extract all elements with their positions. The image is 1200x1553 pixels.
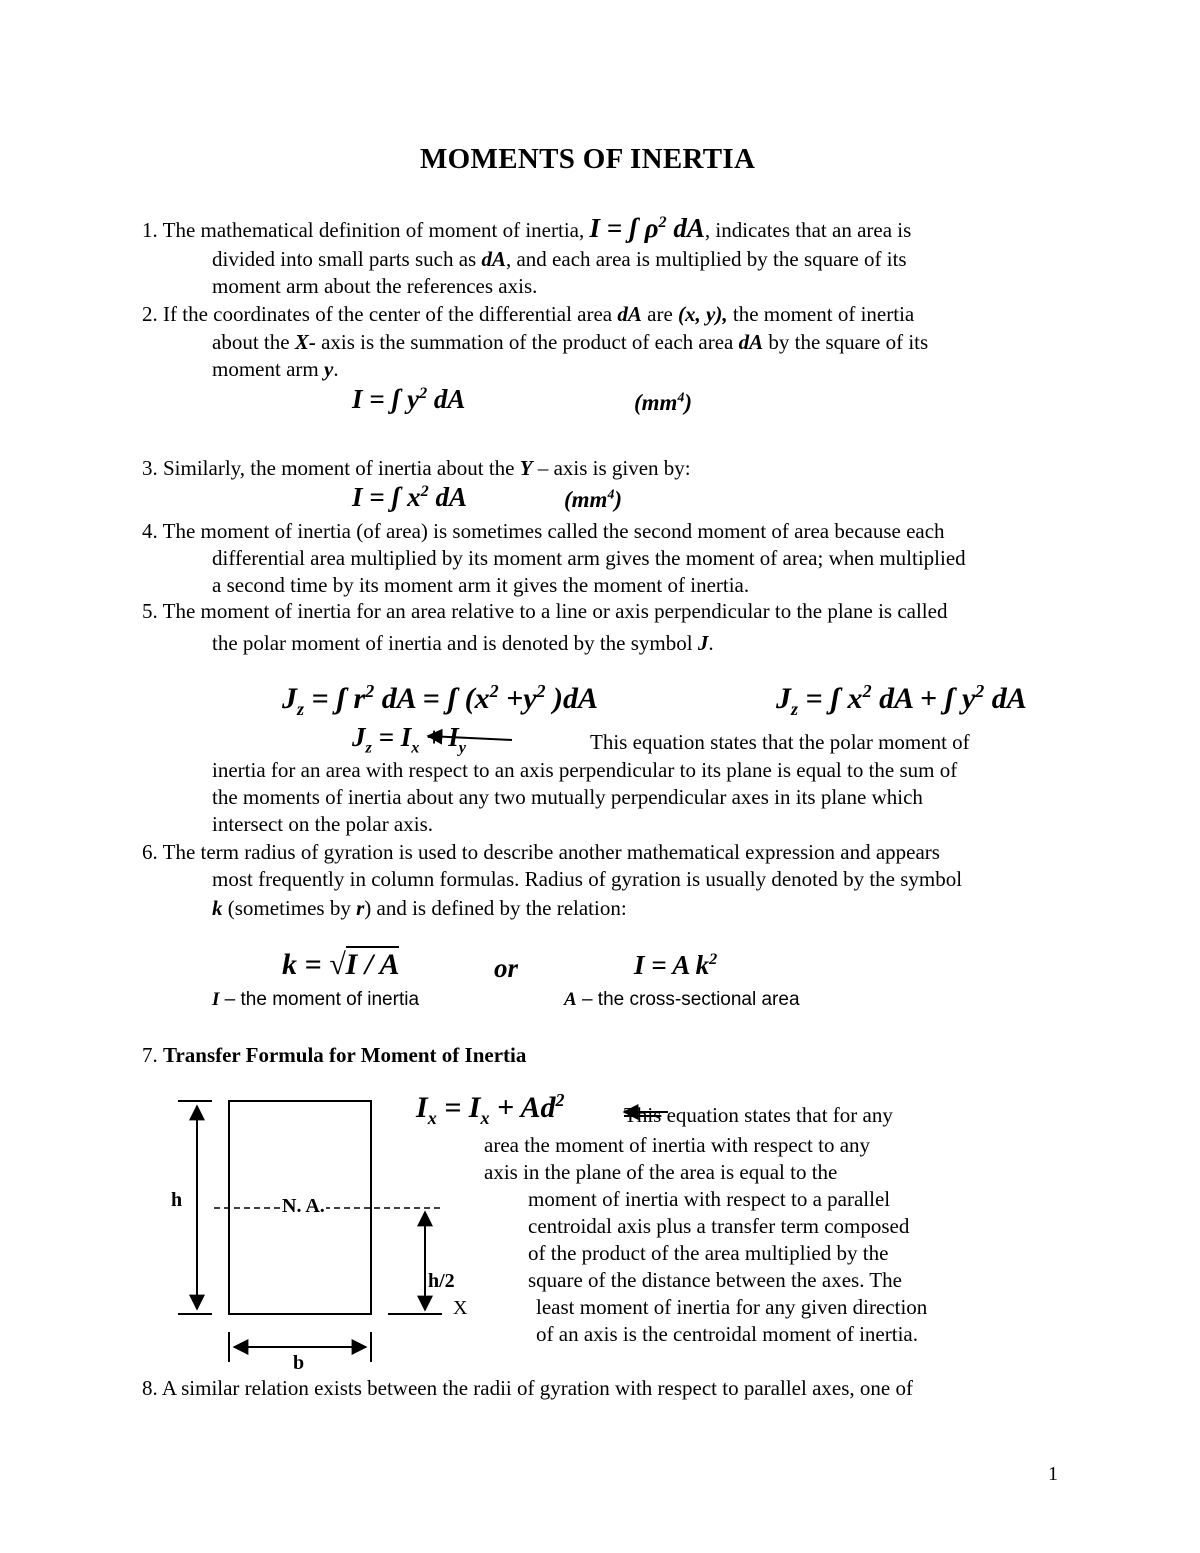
item-4-line-3: a second time by its moment arm it gives the moment of inertia. xyxy=(212,573,750,597)
item-5-desc-3: the moments of inertia about any two mutually perpendicular axes in its plane which xyxy=(212,785,923,809)
jz-strike-arrow xyxy=(428,736,512,740)
polar-equation-3: $J_z = I_x + I_y$ xyxy=(352,722,466,757)
item-3-line-1: 3. Similarly, the moment of inertia about the Y – axis is given by: xyxy=(142,456,691,480)
item-2-unit: $(mm^4)$ xyxy=(634,389,693,415)
transfer-text-6: of the product of the area multiplied by the xyxy=(528,1241,889,1265)
figure-x-label: X xyxy=(453,1297,468,1319)
transfer-text-4: moment of inertia with respect to a parallel xyxy=(528,1187,891,1211)
item-2-equation: I = ʃ $y^2$ dA xyxy=(352,384,466,414)
transfer-text-9: of an axis is the centroidal moment of inertia. xyxy=(536,1322,918,1346)
figure-h-label: h xyxy=(171,1189,183,1211)
item-3-unit: $(mm^4)$ xyxy=(564,486,623,512)
or-word: or xyxy=(494,953,519,983)
item-4-line-1: 4. The moment of inertia (of area) is sometimes called the second moment of area because each xyxy=(142,519,945,543)
figure-na-label: N. A. xyxy=(282,1195,325,1217)
item-7-heading: 7. Transfer Formula for Moment of Inertia xyxy=(142,1043,527,1067)
figure-b-label: b xyxy=(293,1352,305,1374)
transfer-text-7: square of the distance between the axes. The xyxy=(528,1268,902,1292)
item-6-line-3: k (sometimes by r) and is defined by the relation: xyxy=(212,896,627,920)
item-1-line-2: divided into small parts such as dA, and each area is multiplied by the square of its xyxy=(212,247,907,271)
item-4-line-2: differential area multiplied by its moment arm gives the moment of area; when multiplied xyxy=(212,546,966,570)
item-6-line-1: 6. The term radius of gyration is used to describe another mathematical expression and appears xyxy=(142,840,940,864)
transfer-equation: $I_x = I_x + Ad^2$ xyxy=(416,1090,565,1128)
transfer-text-2: area the moment of inertia with respect to any xyxy=(484,1133,871,1157)
item-1-line-1: 1. The mathematical definition of moment of inertia, I = ʃ $\rho^2$ dA, indicates that an area is xyxy=(142,213,912,243)
page-title: MOMENTS OF INERTIA xyxy=(420,143,756,175)
item-5-desc-1: This equation states that the polar moment of xyxy=(590,730,970,754)
item-2-line-2: about the X- axis is the summation of the product of each area dA by the square of its xyxy=(212,330,929,354)
page-number: 1 xyxy=(1048,1463,1058,1485)
transfer-text-8: least moment of inertia for any given direction xyxy=(536,1295,928,1319)
item-5-line-1: 5. The moment of inertia for an area relative to a line or axis perpendicular to the plane is called xyxy=(142,599,948,623)
transfer-text-3: axis in the plane of the area is equal to the xyxy=(484,1160,838,1184)
item-8-line-1: 8. A similar relation exists between the radii of gyration with respect to parallel axes, one of xyxy=(142,1376,913,1400)
polar-equation-1: $J_z$ = ʃ $r^2$ dA = ʃ ($x^2 +y^2$ )dA xyxy=(282,681,599,719)
gyration-equation: k = √I / A xyxy=(282,948,400,981)
transfer-text-5: centroidal axis plus a transfer term composed xyxy=(528,1214,910,1238)
item-5-desc-2: inertia for an area with respect to an axis perpendicular to its plane is equal to the sum of xyxy=(212,758,958,782)
transfer-text-1: This equation states that for any xyxy=(624,1103,893,1127)
item-5-line-2: the polar moment of inertia and is denoted by the symbol J. xyxy=(212,631,714,655)
item-2-line-3: moment arm y. xyxy=(212,357,339,381)
item-5-desc-4: intersect on the polar axis. xyxy=(212,812,434,836)
definition-I: I – the moment of inertia xyxy=(212,989,420,1010)
figure-h2-label: h/2 xyxy=(428,1270,455,1292)
inertia-area-equation: I = A $k^2$ xyxy=(634,950,718,980)
item-1-line-3: moment arm about the references axis. xyxy=(212,274,538,298)
item-6-line-2: most frequently in column formulas. Radius of gyration is usually denoted by the symbol xyxy=(212,867,963,891)
definition-A: A – the cross-sectional area xyxy=(564,989,800,1010)
polar-equation-2: $J_z$ = ʃ $x^2$ dA + ʃ $y^2$ dA xyxy=(776,681,1027,719)
item-2-line-1: 2. If the coordinates of the center of the differential area dA are (x, y), the moment of inertia xyxy=(142,302,915,326)
item-3-equation: I = ʃ $x^2$ dA xyxy=(352,482,467,512)
